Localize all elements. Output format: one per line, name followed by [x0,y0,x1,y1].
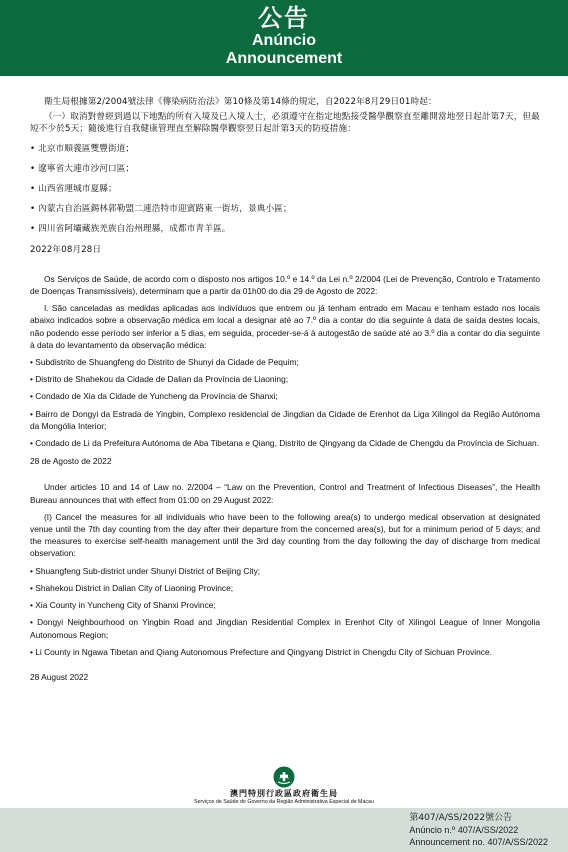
reference-bar [0,808,568,852]
pt-location-1: • Subdistrito de Shuangfeng do Distrito de Shunyi da Cidade de Pequim; [30,357,299,368]
en-date: 28 August 2022 [30,671,89,682]
zh-date: 2022年08月28日 [30,244,102,255]
pt-location-5: • Condado de Li da Prefeitura Autónoma de Aba Tibetana e Qiang, Distrito de Qingyang da Cidade de Chengdu da Província de Sichuan. [30,438,540,449]
en-measure: (I) Cancel the measures for all individuals who have been to the following area(s) to undergo medical observation at designated venue until the 7th day counting from the day after their departure from the concerned area(s), but for a minimum period of 5 days; and the measures to exercise self-health management until the 3rd day counting from the day following the day of discharge from medical observation: [30,511,540,559]
zh-location-1: • 北京市順義區雙豐街道； [30,143,135,154]
emblem-graphic [273,766,295,788]
title-chinese: 公告 [258,4,310,32]
reference-chinese: 第407/A/SS/2022號公告 [409,813,513,823]
reference-english: Announcement no. 407/A/SS/2022 [409,837,548,847]
issuer-block [0,766,568,806]
en-location-3: • Xia County in Yuncheng City of Shanxi Province; [30,600,216,611]
pt-location-4: • Bairro de Dongyi da Estrada de Yingbin, Complexo residencial de Jingdian da Cidade de Erenhot da Liga Xilingol da Região Autónoma da Mongólia Interior; [30,408,540,431]
pt-location-2: • Distrito de Shahekou da Cidade de Dalian da Província de Liaoning; [30,374,289,385]
en-location-1: • Shuangfeng Sub-district under Shunyi District of Beijing City; [30,565,261,576]
zh-location-3: • 山西省運城市夏縣； [30,184,117,195]
en-location-4: • Dongyi Neighbourhood on Yingbin Road and Jingdian Residential Complex in Erenhot City of Xilingol League of Inner Mongolia Autonomous Region; [30,617,540,640]
zh-location-5: • 四川省阿壩藏族羌族自治州理縣，成都市青羊區。 [30,224,231,235]
en-location-5: • Li County in Ngawa Tibetan and Qiang Autonomous Prefecture and Qingyang District in Chengdu City of Sichuan Province. [30,646,492,657]
pt-measure: I. São canceladas as medidas aplicadas aos indivíduos que entrem ou já tenham entrado em Macau e tenham estado nos locais abaixo indicados sobre a observação médica em local a designar até ao 7.º dia a contar do dia seguinte à data de saída destes locais, não podendo esse período ser inferior a 5 dias, em seguida, proceder-se-á à autogestão de saúde até ao 3.º dia a contar do dia seguinte à data do levantamento da observação médica: [30,303,540,350]
zh-intro: 衛生局根據第2/2004號法律《傳染病防治法》第10條及第14條的規定，自2022年8月29日01時起： [44,97,437,107]
pt-date: 28 de Agosto de 2022 [30,456,112,467]
zh-measure: （一）取消對曾經到過以下地點的所有入境及已入境人士，必須遵守在指定地點接受醫學觀察直至離開當地翌日起計第7天，但最短不少於5天；隨後進行自我健康管理直至解除醫學觀察翌日起計第3天的防疫措施： [30,112,540,135]
pt-intro: Os Serviços de Saúde, de acordo com o disposto nos artigos 10.º e 14.º da Lei n.º 2/2004 (Lei de Prevenção, Controlo e Tratamento de Doenças Transmissíveis), determinam que a partir da 01h00 do dia 29 de Agosto de 2022: [30,273,540,297]
en-location-2: • Shahekou District in Dalian City of Liaoning Province; [30,582,234,593]
announcement-body [30,96,540,683]
reference-portuguese: Anúncio n.º 407/A/SS/2022 [409,825,519,835]
title-english: Announcement [225,50,343,67]
title-portuguese: Anúncio [252,32,316,49]
en-intro: Under articles 10 and 14 of Law no. 2/2004 – “Law on the Prevention, Control and Treatment of Infectious Diseases”, the Health Bureau announces that with effect from 01:00 on 29 August 2022: [30,482,540,505]
pt-location-3: • Condado de Xia da Cidade de Yuncheng da Província de Shanxi; [30,391,278,402]
announcement-header [0,0,568,76]
zh-location-4: • 內蒙古自治區錫林郭勒盟二連浩特市迎賓路東一街坊，景典小區； [30,204,292,215]
department-name-chinese: 澳門特別行政區政府衛生局 [230,789,338,798]
zh-location-2: • 遼寧省大連市沙河口區； [30,163,135,174]
announcement-reference [409,812,548,848]
health-bureau-emblem-icon [273,766,295,788]
department-name-portuguese: Serviços de Saúde do Governo da Região Administrativa Especial de Macau [194,799,374,805]
